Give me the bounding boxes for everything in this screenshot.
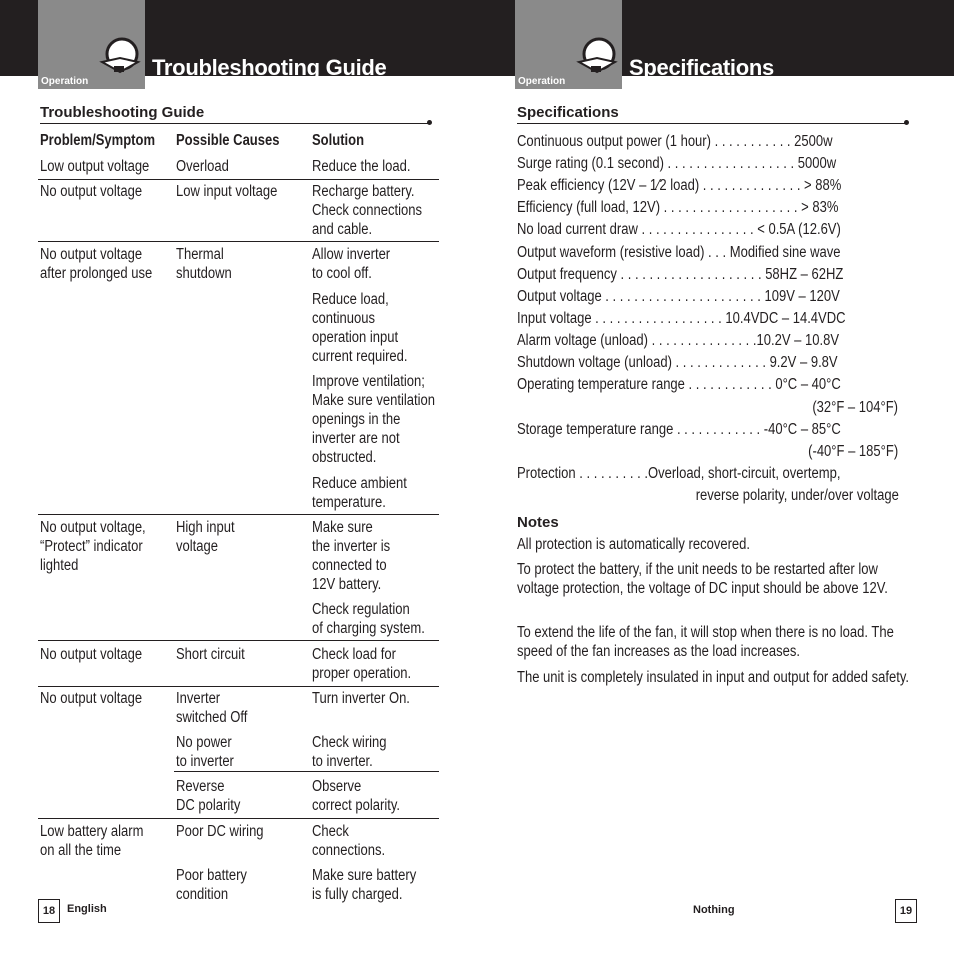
table-cell: Make sure battery is fully charged. [312, 867, 417, 903]
spec-line: Efficiency (full load, 12V) . . . . . . . . . . . . . . . . . . . > 83% [517, 199, 839, 216]
table-cell: Observe correct polarity. [312, 778, 401, 814]
spec-line: Output frequency . . . . . . . . . . . . . . . . . . . . 58HZ – 62HZ [517, 266, 844, 283]
spec-line: (-40°F – 185°F) [807, 443, 898, 460]
rule-dot [904, 120, 909, 125]
table-cell: Reduce the load. [312, 158, 411, 175]
row-divider [38, 640, 439, 641]
notes-heading: Notes [517, 514, 559, 531]
table-cell: Make sure the inverter is connected to 12V battery. [312, 519, 391, 593]
spec-line: Storage temperature range . . . . . . . . . . . . -40°C – 85°C [517, 421, 841, 438]
table-cell: Low output voltage [40, 158, 150, 175]
table-cell: Improve ventilation; Make sure ventilation openings in the inverter are not obstructed. [312, 373, 436, 466]
spec-line: Output waveform (resistive load) . . . Modified sine wave [517, 244, 841, 261]
table-cell: Reduce load, continuous operation input current required. [312, 291, 408, 365]
spec-line: Surge rating (0.1 second) . . . . . . . . . . . . . . . . . . 5000w [517, 155, 837, 172]
spec-line: (32°F – 104°F) [812, 399, 898, 416]
sub-row-divider [174, 771, 439, 772]
footer-label: English [67, 903, 107, 915]
table-cell: No output voltage after prolonged use [40, 246, 153, 282]
section-heading: Specifications [517, 104, 619, 121]
table-cell: No output voltage, “Protect” indicator lighted [40, 519, 146, 574]
table-cell: No output voltage [40, 690, 143, 707]
table-cell: Low input voltage [176, 183, 278, 200]
page-number: 19 [895, 899, 917, 923]
table-cell: No power to inverter [176, 734, 234, 770]
spec-line: Operating temperature range . . . . . . . . . . . . 0°C – 40°C [517, 376, 841, 393]
section-heading: Troubleshooting Guide [40, 104, 205, 121]
column-header-problem: Problem/Symptom [40, 132, 156, 149]
table-cell: Allow inverter to cool off. [312, 246, 391, 282]
heading-rule [517, 123, 907, 124]
table-cell: Short circuit [176, 646, 245, 663]
spec-line: Input voltage . . . . . . . . . . . . . . . . . . 10.4VDC – 14.4VDC [517, 310, 846, 327]
note-paragraph: To extend the life of the fan, it will stop when there is no load. The speed of the fan increases as the load increases. [517, 624, 894, 660]
row-divider [38, 241, 439, 242]
column-header-solution: Solution [312, 132, 365, 149]
table-cell: No output voltage [40, 646, 143, 663]
row-divider [38, 686, 439, 687]
table-cell: Poor DC wiring [176, 823, 264, 840]
page-title: Specifications [629, 55, 774, 80]
column-header-causes: Possible Causes [176, 132, 280, 149]
note-paragraph: The unit is completely insulated in input and output for added safety. [517, 669, 910, 686]
spec-line: reverse polarity, under/over voltage [695, 487, 899, 504]
operation-icon [575, 36, 621, 76]
table-cell: Thermal shutdown [176, 246, 232, 282]
table-cell: Overload [176, 158, 229, 175]
table-cell: Check wiring to inverter. [312, 734, 387, 770]
footer-label: Nothing [693, 904, 735, 916]
table-cell: Reduce ambient temperature. [312, 475, 407, 511]
table-cell: Inverter switched Off [176, 690, 248, 726]
spec-line: Shutdown voltage (unload) . . . . . . . . . . . . . 9.2V – 9.8V [517, 354, 838, 371]
spec-line: Peak efficiency (12V – 1⁄2 load) . . . . . . . . . . . . . . > 88% [517, 177, 842, 194]
table-cell: Check regulation of charging system. [312, 601, 425, 637]
spec-line: Protection . . . . . . . . . .Overload, short-circuit, overtemp, [517, 465, 841, 482]
tab-label: Operation [41, 76, 89, 87]
note-paragraph: All protection is automatically recovered. [517, 536, 751, 553]
row-divider [38, 514, 439, 515]
table-cell: Check load for proper operation. [312, 646, 412, 682]
spec-line: No load current draw . . . . . . . . . . . . . . . . < 0.5A (12.6V) [517, 221, 841, 238]
table-cell: Poor battery condition [176, 867, 247, 903]
spec-line: Alarm voltage (unload) . . . . . . . . . . . . . . .10.2V – 10.8V [517, 332, 840, 349]
page-title: Troubleshooting Guide [152, 55, 387, 80]
page-number: 18 [38, 899, 60, 923]
operation-icon [98, 36, 144, 76]
rule-dot [427, 120, 432, 125]
row-divider [38, 818, 439, 819]
note-paragraph: To protect the battery, if the unit needs to be restarted after low voltage protection, the voltage of DC input should be above 12V. [517, 561, 888, 597]
table-cell: Turn inverter On. [312, 690, 410, 707]
table-cell: High input voltage [176, 519, 235, 555]
row-divider [38, 179, 439, 180]
table-cell: Recharge battery. Check connections and cable. [312, 183, 423, 238]
heading-rule [40, 123, 430, 124]
table-cell: Check connections. [312, 823, 386, 859]
spec-line: Continuous output power (1 hour) . . . . . . . . . . . 2500w [517, 133, 833, 150]
spec-line: Output voltage . . . . . . . . . . . . . . . . . . . . . . 109V – 120V [517, 288, 840, 305]
table-cell: Reverse DC polarity [176, 778, 241, 814]
table-cell: Low battery alarm on all the time [40, 823, 144, 859]
table-cell: No output voltage [40, 183, 143, 200]
tab-label: Operation [518, 76, 566, 87]
